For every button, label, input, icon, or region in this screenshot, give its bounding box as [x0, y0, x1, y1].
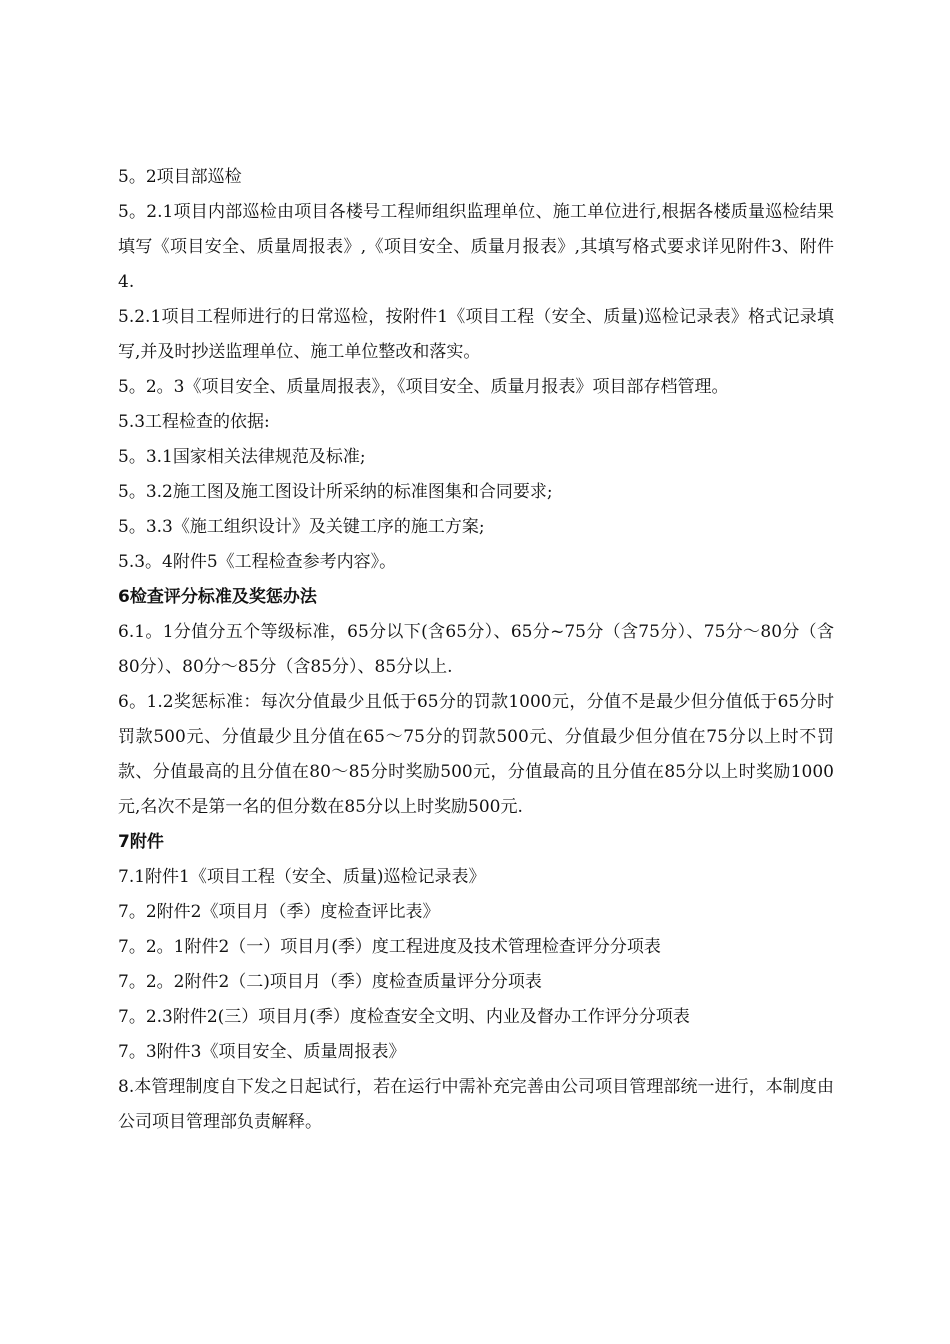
paragraph-5-3-2: 5。3.2施工图及施工图设计所采纳的标准图集和合同要求; — [118, 482, 553, 502]
paragraph-7-2: 7。2附件2《项目月（季）度检查评比表》 — [118, 902, 440, 922]
paragraph-8: 8.本管理制度自下发之日起试行，若在运行中需补充完善由公司项目管理部统一进行，本制度由公司项目管理部负责解释。 — [118, 1077, 834, 1132]
paragraph-7-2-1: 7。2。1附件2（一）项目月(季）度工程进度及技术管理检查评分分项表 — [118, 937, 661, 957]
paragraph-5-3-1: 5。3.1国家相关法律规范及标准; — [118, 447, 366, 467]
paragraph-5-2: 5。2项目部巡检 — [118, 167, 242, 187]
paragraph-5-2-1-internal-inspection: 5。2.1项目内部巡检由项目各楼号工程师组织监理单位、施工单位进行,根据各楼质量巡检结果填写《项目安全、质量周报表》,《项目安全、质量月报表》,其填写格式要求详见附件3、附件4. — [118, 202, 834, 292]
paragraph-5-3: 5.3工程检查的依据: — [118, 412, 270, 432]
section-heading-7: 7附件 — [118, 832, 164, 852]
paragraph-6-1-2: 6。1.2奖惩标准：每次分值最少且低于65分的罚款1000元，分值不是最少但分值低于65分时罚款500元、分值最少且分值在65～75分的罚款500元、分值最少但分值在75分以上时不罚款、分值最高的且分值在80～85分时奖励500元，分值最高的且分值在85分以上时奖励1000元,名次不是第一名的但分数在85分以上时奖励500元. — [118, 692, 834, 817]
paragraph-5-3-4: 5.3。4附件5《工程检查参考内容》。 — [118, 552, 397, 572]
section-heading-6: 6检查评分标准及奖惩办法 — [118, 587, 317, 607]
paragraph-7-2-2: 7。2。2附件2（二)项目月（季）度检查质量评分分项表 — [118, 972, 542, 992]
paragraph-5-2-3: 5。2。3《项目安全、质量周报表》，《项目安全、质量月报表》项目部存档管理。 — [118, 377, 729, 397]
paragraph-5-2-1-daily-inspection: 5.2.1项目工程师进行的日常巡检，按附件1《项目工程（安全、质量)巡检记录表》格式记录填写,并及时抄送监理单位、施工单位整改和落实。 — [118, 307, 834, 362]
paragraph-6-1-1: 6.1。1分值分五个等级标准，65分以下(含65分）、65分~75分（含75分）、75分～80分（含80分）、80分～85分（含85分）、85分以上. — [118, 622, 834, 677]
paragraph-7-3: 7。3附件3《项目安全、质量周报表》 — [118, 1042, 406, 1062]
paragraph-5-3-3: 5。3.3《施工组织设计》及关键工序的施工方案; — [118, 517, 485, 537]
paragraph-7-2-3: 7。2.3附件2(三）项目月(季）度检查安全文明、内业及督办工作评分分项表 — [118, 1007, 690, 1027]
paragraph-7-1: 7.1附件1《项目工程（安全、质量)巡检记录表》 — [118, 867, 486, 887]
document-body — [118, 160, 834, 1140]
